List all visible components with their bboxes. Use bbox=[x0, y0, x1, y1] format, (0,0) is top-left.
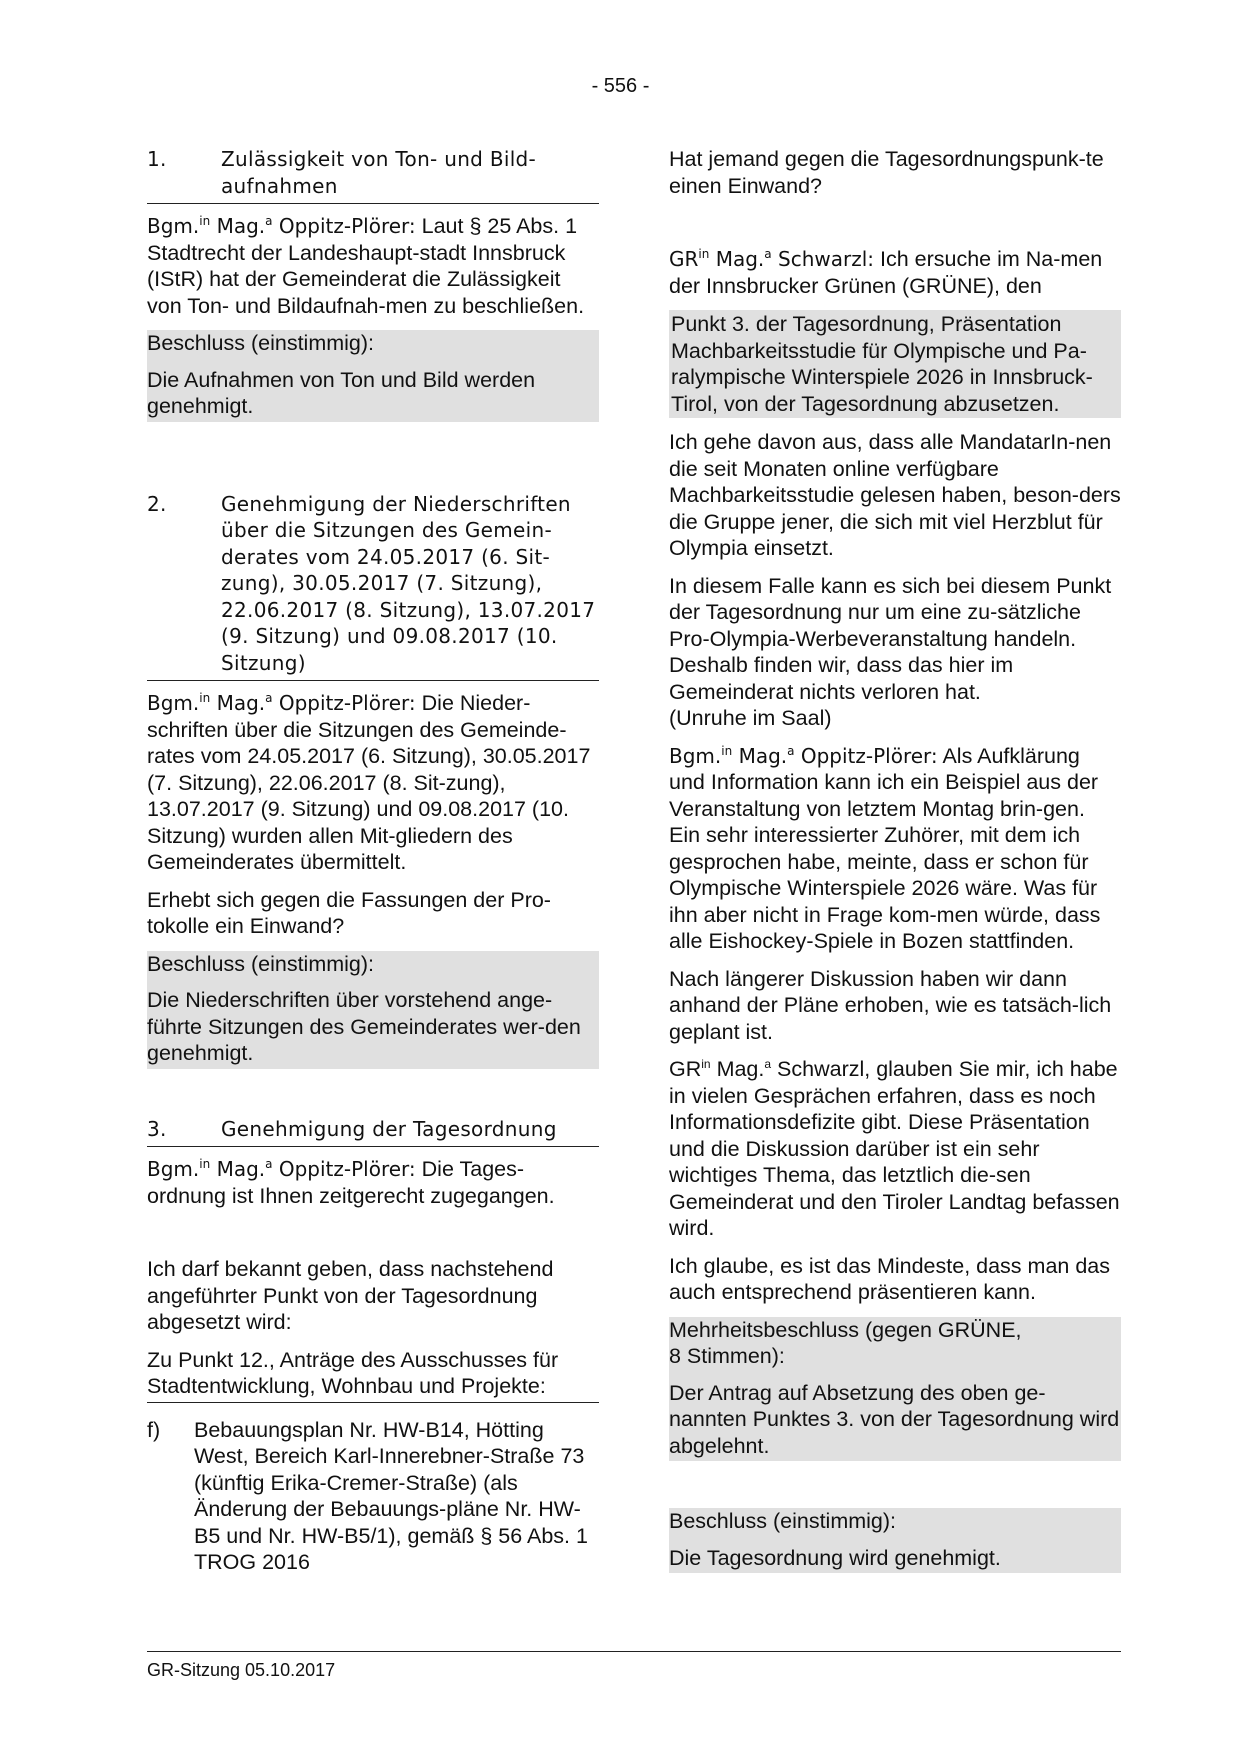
item-1-number: 1. bbox=[147, 147, 167, 171]
gr-statement bbox=[669, 246, 1121, 299]
item-1-title-line2: aufnahmen bbox=[221, 173, 338, 198]
item-2-question: Erhebt sich gegen die Fassungen der Pro-tokolle ein Einwand? bbox=[147, 887, 551, 938]
decision-text: Die Niederschriften über vorstehend ange-führte Sitzungen des Gemeinderates wer-den genehmigt. bbox=[147, 988, 581, 1065]
footer-divider bbox=[147, 1651, 1121, 1652]
statement-text: Ich ersuche im Na-men der Innsbrucker Grünen (GRÜNE), den bbox=[669, 247, 1103, 298]
decision-label: Beschluss (einstimmig): bbox=[669, 1509, 896, 1533]
paragraph-5: Ich glaube, es ist das Mindeste, dass man das auch entsprechend präsentieren kann. bbox=[669, 1253, 1110, 1304]
item-3-punkt: Zu Punkt 12., Anträge des Ausschusses für Stadtentwicklung, Wohnbau und Projekte: bbox=[147, 1347, 599, 1403]
speaker-label: Bgm.$^{in}$ Mag.$^a$ Oppitz-Plörer: bbox=[669, 743, 938, 768]
item-2-heading bbox=[147, 491, 599, 682]
item-2-number: 2. bbox=[147, 491, 167, 516]
item-2-title: Genehmigung der Niederschriften über die Sitzungen des Gemein-derates vom 24.05.2017 (6. Sit-zung), 30.05.2017 (7. Sitzung), 22.06.2017 (8. Sitzung), 13.07.2017 (9. Sitzung) und 09.08.2017 (10. Sitzung) bbox=[221, 491, 596, 675]
decision-label: Beschluss (einstimmig): bbox=[147, 951, 374, 976]
decision-text: Der Antrag auf Absetzung des oben ge-nannten Punktes 3. von der Tagesordnung wird abgelehnt. bbox=[669, 1380, 1120, 1458]
item-2-statement bbox=[147, 690, 599, 876]
list-item bbox=[147, 1417, 599, 1576]
item-3-statement bbox=[147, 1156, 599, 1209]
item-1-title-line1: Zulässigkeit von Ton- und Bild- bbox=[221, 147, 537, 171]
decision-label: Mehrheitsbeschluss (gegen GRÜNE, 8 Stimmen): bbox=[669, 1317, 1022, 1368]
item-1-decision bbox=[147, 330, 599, 422]
footer-text: GR-Sitzung 05.10.2017 bbox=[147, 1660, 336, 1680]
interjection-note: (Unruhe im Saal) bbox=[669, 706, 832, 730]
paragraph-4: $GR^{in}$ Mag.$^a$ Schwarzl, glauben Sie mir, ich habe in vielen Gesprächen erfahren, dass es noch Informationsdefizite gibt. Diese Präsentation und die Diskussion darüber ist ein sehr wichtiges Thema, das letztlich die-sen Gemeinderat und den Tiroler Landtag befassen wird. bbox=[669, 1057, 1120, 1240]
item-3-heading bbox=[147, 1116, 599, 1148]
speaker-label: Bgm.$^{in}$ Mag.$^a$ Oppitz-Plörer: bbox=[147, 1157, 416, 1181]
paragraph-3: Nach längerer Diskussion haben wir dann anhand der Pläne erhoben, wie es tatsäch-lich geplant ist. bbox=[669, 966, 1112, 1044]
decision-label: Beschluss (einstimmig): bbox=[147, 331, 374, 355]
intro-question: Hat jemand gegen die Tagesordnungspunk-te einen Einwand? bbox=[669, 147, 1104, 198]
majority-decision bbox=[669, 1317, 1121, 1462]
paragraph-1: Ich gehe davon aus, dass alle MandatarIn-nen die seit Monaten online verfügbare Machbarkeitsstudie gelesen haben, beson-ders die Gruppe jener, die sich mit viel Herzblut für Olympia einsetzt. bbox=[669, 430, 1121, 560]
motion-text: Punkt 3. der Tagesordnung, Präsentation Machbarkeitsstudie für Olympische und Pa-ralympische Winterspiele 2026 in Innsbruck-Tirol, von der Tagesordnung abzusetzen. bbox=[669, 310, 1121, 418]
statement-text: Die Nieder-schriften über die Sitzungen des Gemeinde-rates vom 24.05.2017 (6. Sitzung), 30.05.2017 (7. Sitzung), 22.06.2017 (8. Sit-zung), 13.07.2017 (9. Sitzung) und 09.08.2017 (10. Sitzung) wurden allen Mit-gliedern des Gemeinderates übermittelt. bbox=[147, 691, 591, 874]
statement-text: Die Tages-ordnung ist Ihnen zeitgerecht zugegangen. bbox=[147, 1157, 555, 1208]
page-number: - 556 - bbox=[591, 75, 650, 97]
item-3-announcement: Ich darf bekannt geben, dass nachstehend angeführter Punkt von der Tagesordnung abgesetzt wird: bbox=[147, 1257, 554, 1334]
item-1-heading bbox=[147, 146, 599, 204]
left-column bbox=[147, 146, 599, 1576]
bgm-statement bbox=[669, 743, 1121, 955]
item-1-title bbox=[221, 146, 599, 199]
right-column bbox=[669, 146, 1121, 1584]
item-3-title: Genehmigung der Tagesordnung bbox=[221, 1116, 557, 1141]
decision-text: Die Aufnahmen von Ton und Bild werden genehmigt. bbox=[147, 367, 536, 418]
paragraph-2: In diesem Falle kann es sich bei diesem Punkt der Tagesordnung nur um eine zu-sätzliche Pro-Olympia-Werbeveranstaltung handeln. Deshalb finden wir, dass das hier im Gemeinderat nichts verloren hat. (Unruhe im Saal) bbox=[669, 573, 1112, 730]
statement-text: Laut § 25 Abs. 1 Stadtrecht der Landeshaupt-stadt Innsbruck (IStR) hat der Gemeinderat die Zulässigkeit von Ton- und Bildaufnah-men zu beschließen. bbox=[147, 214, 585, 318]
decision-text: Die Tagesordnung wird genehmigt. bbox=[669, 1545, 1001, 1570]
speaker-label: Bgm.$^{in}$ Mag.$^a$ Oppitz-Plörer: bbox=[147, 691, 416, 715]
agenda-decision bbox=[669, 1508, 1121, 1573]
speaker-label: Bgm.$^{in}$ Mag.$^a$ Oppitz-Plörer: bbox=[147, 214, 416, 238]
speaker-label: $GR^{in}$ Mag.$^a$ Schwarzl: bbox=[669, 247, 874, 271]
statement-text: Als Aufklärung und Information kann ich ein Beispiel aus der Veranstaltung von letztem Montag brin-gen. Ein sehr interessierter Zuhörer, mit dem ich gesprochen habe, meinte, dass er schon für Olympische Winterspiele 2026 wäre. Was für ihn aber nicht in Frage kom-men würde, dass alle Eishockey-Spiele in Bozen stattfinden. bbox=[669, 743, 1101, 953]
list-item-text: Bebauungsplan Nr. HW-B14, Hötting West, Bereich Karl-Innerebner-Straße 73 (künftig Erika-Cremer-Straße) (als Änderung der Bebauungs-pläne Nr. HW-B5 und Nr. HW-B5/1), gemäß § 56 Abs. 1 TROG 2016 bbox=[194, 1417, 588, 1574]
item-1-statement bbox=[147, 213, 599, 319]
item-3-number: 3. bbox=[147, 1116, 167, 1141]
list-item-label: f) bbox=[147, 1417, 161, 1442]
item-2-decision bbox=[147, 951, 599, 1069]
